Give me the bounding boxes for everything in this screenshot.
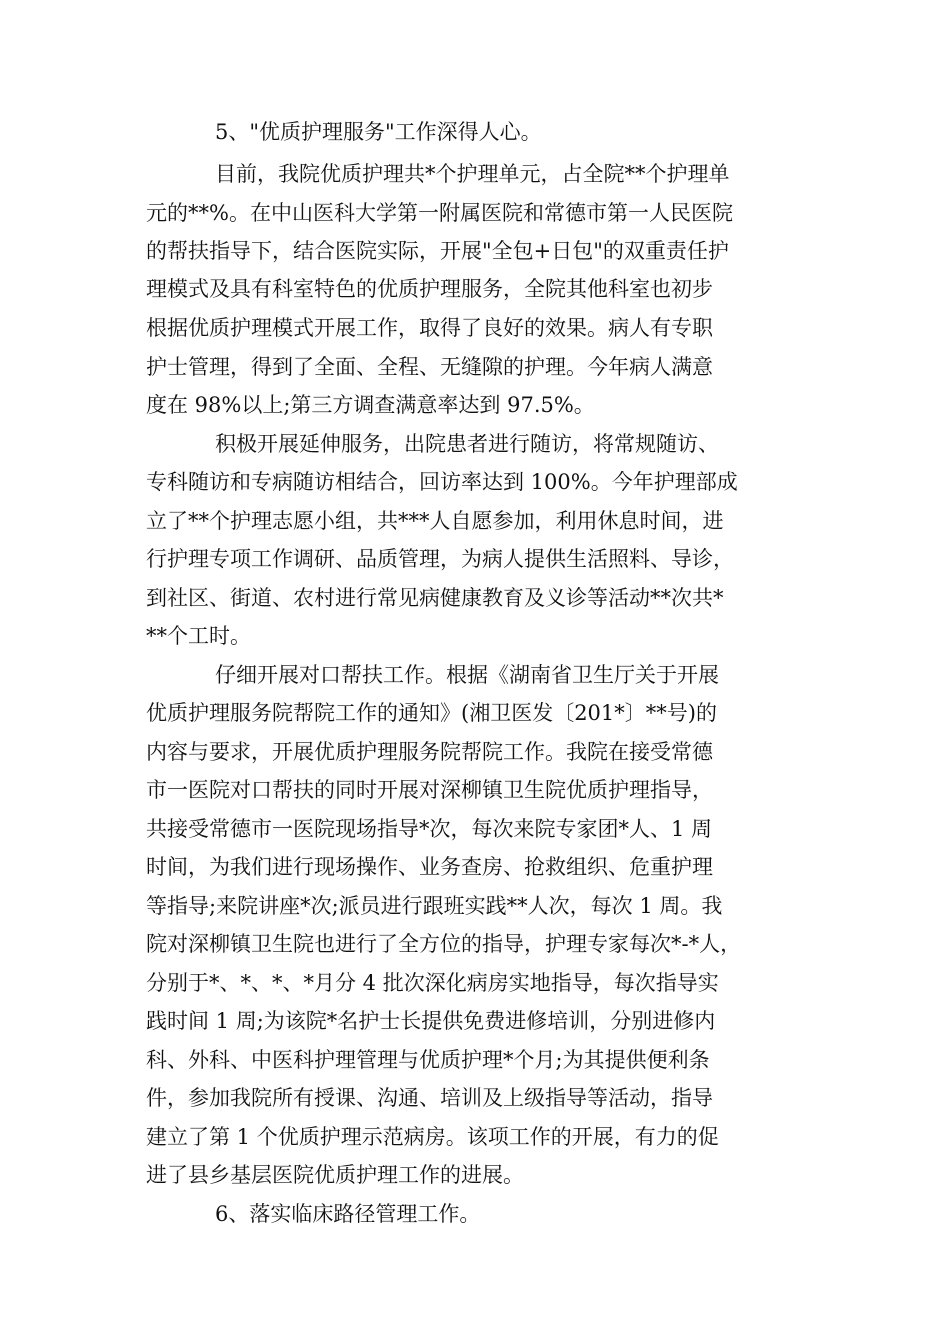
text-line: 优质护理服务院帮院工作的通知》(湘卫医发〔201*〕**号)的 <box>146 701 717 725</box>
text-line: 积极开展延伸服务，出院患者进行随访，将常规随访、 <box>215 432 719 456</box>
text-line: 等指导;来院讲座*次;派员进行跟班实践**人次，每次 1 周。我 <box>146 894 723 918</box>
text-line: 时间，为我们进行现场操作、业务查房、抢救组织、危重护理 <box>146 855 713 879</box>
text-line-heading-6: 6、落实临床路径管理工作。 <box>215 1202 481 1226</box>
text-line: 仔细开展对口帮扶工作。根据《湖南省卫生厅关于开展 <box>215 663 719 687</box>
text-line: 度在 98%以上;第三方调查满意率达到 97.5%。 <box>146 393 595 417</box>
text-line: 专科随访和专病随访相结合，回访率达到 100%。今年护理部成 <box>146 470 738 494</box>
text-line: 目前，我院优质护理共*个护理单元，占全院**个护理单 <box>215 162 730 186</box>
text-line: 到社区、街道、农村进行常见病健康教育及义诊等活动**次共* <box>146 586 724 610</box>
text-line: 建立了第 1 个优质护理示范病房。该项工作的开展，有力的促 <box>146 1125 719 1149</box>
text-line: 分别于*、*、*、*月分 4 批次深化病房实地指导，每次指导实 <box>146 971 719 995</box>
text-line: 共接受常德市一医院现场指导*次，每次来院专家团*人、1 周 <box>146 817 713 841</box>
text-line: 内容与要求，开展优质护理服务院帮院工作。我院在接受常德 <box>146 740 713 764</box>
text-line: 院对深柳镇卫生院也进行了全方位的指导，护理专家每次*-*人， <box>146 932 742 956</box>
text-line: 立了**个护理志愿小组，共***人自愿参加，利用休息时间，进 <box>146 509 724 533</box>
text-line: 根据优质护理模式开展工作，取得了良好的效果。病人有专职 <box>146 316 713 340</box>
text-line: 践时间 1 周;为该院*名护士长提供免费进修培训，分别进修内 <box>146 1009 716 1033</box>
text-line: 的帮扶指导下，结合医院实际，开展"全包+日包"的双重责任护 <box>146 239 729 263</box>
text-line: 市一医院对口帮扶的同时开展对深柳镇卫生院优质护理指导， <box>146 778 713 802</box>
text-line: 护士管理，得到了全面、全程、无缝隙的护理。今年病人满意 <box>146 355 713 379</box>
text-line: 科、外科、中医科护理管理与优质护理*个月;为其提供便利条 <box>146 1048 710 1072</box>
text-line: 行护理专项工作调研、品质管理，为病人提供生活照料、导诊， <box>146 547 734 571</box>
text-line: 件，参加我院所有授课、沟通、培训及上级指导等活动，指导 <box>146 1086 713 1110</box>
text-line-heading-5: 5、"优质护理服务"工作深得人心。 <box>215 120 542 144</box>
text-line: 理模式及具有科室特色的优质护理服务，全院其他科室也初步 <box>146 277 713 301</box>
text-line: **个工时。 <box>146 624 251 648</box>
text-line: 进了县乡基层医院优质护理工作的进展。 <box>146 1163 524 1187</box>
text-line: 元的**%。在中山医科大学第一附属医院和常德市第一人民医院 <box>146 201 733 225</box>
